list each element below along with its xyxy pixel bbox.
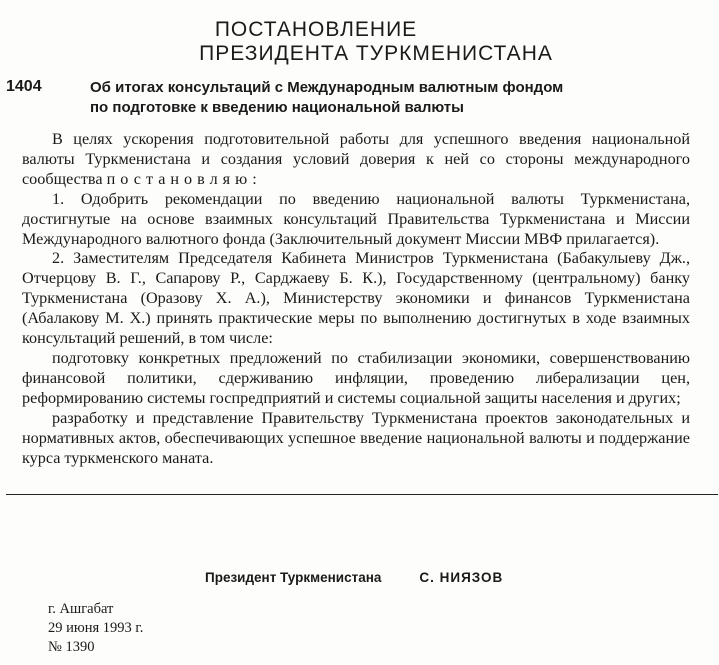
item-2-subitem-1: подготовку конкретных предложений по стабилизации экономики, совершенствованию финансовой политики, сдерживанию инфляции, проведению либерализации цен, реформированию системы госпредприятий и системы социальной защиты населения и других; [22, 348, 690, 407]
issue-date: 29 июня 1993 г. [48, 620, 144, 636]
preamble-text: В целях ускорения подготовительной работы для успешного введения национальной валюты Туркменистана и создания условий доверия к ней со стороны международного сообщества [22, 130, 690, 188]
signature-block [205, 570, 503, 585]
issue-number: № 1390 [48, 639, 95, 655]
item-2-paragraph: 2. Заместителям Председателя Кабинета Министров Туркменистана (Бабакулыеву Дж., Отчерцову В. Г., Сапарову Р., Сарджаеву Б. К.), Государственному (центральному) банку Туркменистана (Оразову Х. А.), Министерству экономики и финансов Туркменистана (Абалакову М. Х.) принять практические меры по выполнению достигнутых в ходе взаимных консультаций решений, в том числе: [22, 249, 690, 348]
preamble-keyword: постановляю: [106, 169, 262, 188]
heading-line-2: по подготовке к введению национальной валюты [90, 99, 464, 116]
decree-body [22, 130, 690, 468]
issue-details [48, 600, 143, 657]
issuer-title: ПРЕЗИДЕНТА ТУРКМЕНИСТАНА [199, 42, 553, 65]
decree-heading [90, 78, 700, 118]
issue-place: г. Ашгабат [48, 601, 114, 617]
signature-name: С. НИЯЗОВ [419, 570, 504, 585]
preamble-paragraph [22, 130, 690, 190]
item-1-paragraph: 1. Одобрить рекомендации по введению национальной валюты Туркменистана, достигнутые на основе взаимных консультаций Правительства Туркменистана и Миссии Международного валютного фонда (Заключительный документ Миссии МВФ прилагается). [22, 189, 690, 248]
heading-line-1: Об итогах консультаций с Международным валютным фондом [90, 79, 564, 96]
item-2-subitem-2: разработку и представление Правительству Туркменистана проектов законодательных и нормативных актов, обеспечивающих успешное введение национальной валюты и поддержание курса туркменского маната. [22, 408, 690, 467]
strike-through-line [6, 494, 718, 495]
entry-number: 1404 [6, 78, 42, 95]
signature-title: Президент Туркменистана [205, 570, 382, 585]
document-type-title: ПОСТАНОВЛЕНИЕ [214, 18, 418, 41]
